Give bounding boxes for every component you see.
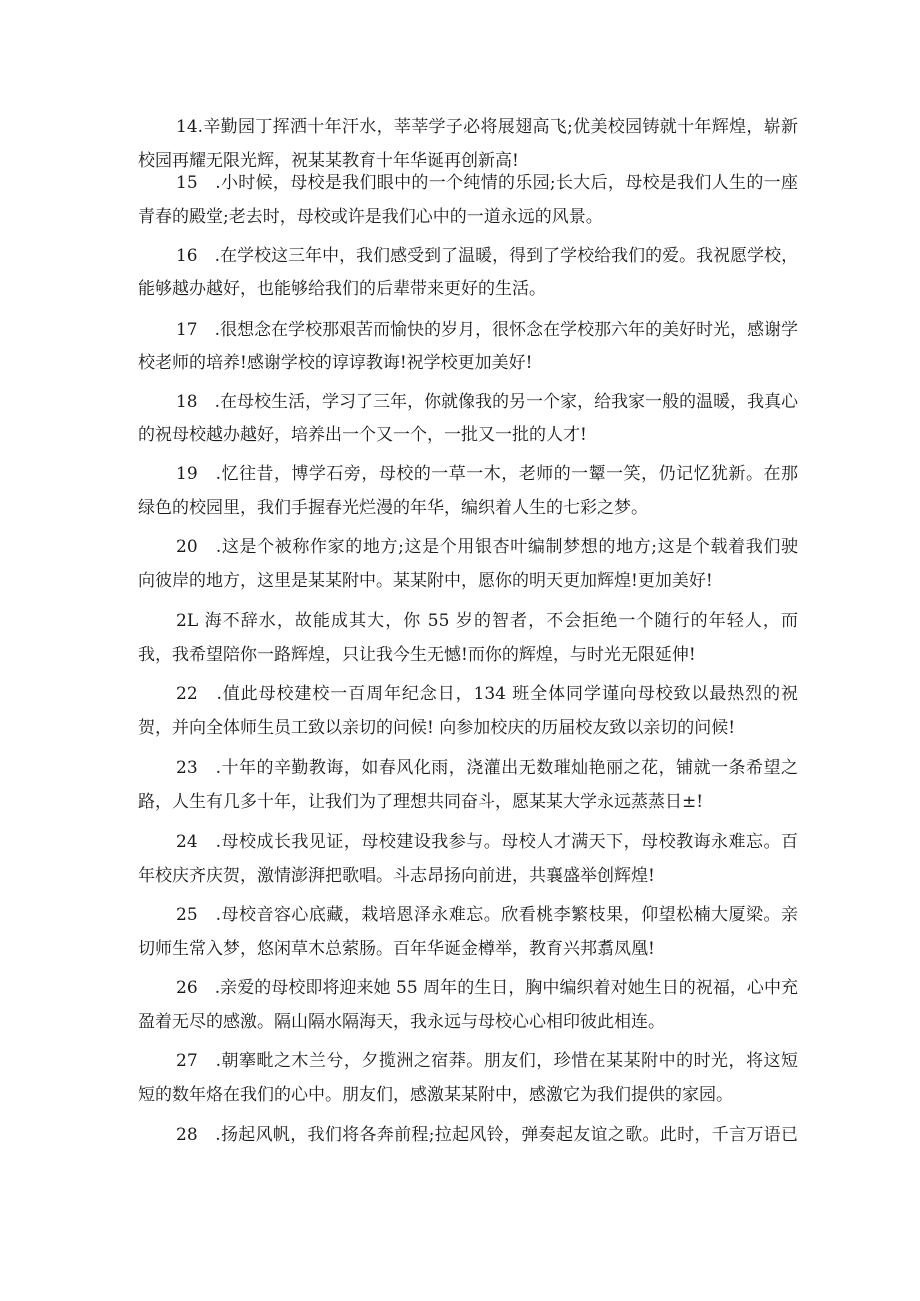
paragraph-line: 27 .朝搴毗之木兰兮，夕揽洲之宿莽。朋友们，珍惜在某某附中的时光，将这短 — [176, 1051, 798, 1071]
paragraph-line: 能够越办越好，也能够给我们的后辈带来更好的生活。 — [138, 279, 546, 299]
paragraph-22 — [138, 677, 798, 745]
paragraph-26 — [138, 971, 798, 1039]
paragraph-15 — [138, 166, 798, 234]
paragraph-28 — [138, 1118, 798, 1152]
paragraph-line: 我，我希望陪你一路辉煌，只让我今生无憾!而你的辉煌，与时光无限延伸! — [138, 645, 696, 665]
paragraph-line: 切师生常入梦，悠闲草木总萦肠。百年华诞金樽举，教育兴邦翥凤凰! — [138, 939, 655, 959]
paragraph-line: 年校庆齐庆贺，激情澎湃把歌唱。斗志昂扬向前进，共襄盛举创辉煌! — [138, 866, 655, 886]
paragraph-25 — [138, 898, 798, 966]
paragraph-line: 14.辛勤园丁挥洒十年汗水，莘莘学子必将展翅高飞;优美校园铸就十年辉煌，崭新 — [176, 117, 798, 137]
paragraph-line: 绿色的校园里，我们手握春光烂漫的年华，编织着人生的七彩之梦。 — [138, 498, 648, 518]
paragraph-line: 23 .十年的辛勤教诲，如春风化雨，浇灌出无数璀灿艳丽之花，铺就一条希望之 — [176, 758, 798, 778]
paragraph-line: 贺，并向全体师生员工致以亲切的问候! 向参加校庆的历届校友致以亲切的问候! — [138, 718, 736, 738]
paragraph-line: 校园再耀无限光辉，祝某某教育十年华诞再创新高! — [138, 151, 519, 171]
paragraph-24 — [138, 825, 798, 893]
paragraph-19 — [138, 457, 798, 525]
paragraph-27 — [138, 1044, 798, 1112]
paragraph-line: 28 .扬起风帆，我们将各奔前程;拉起风铃，弹奏起友谊之歌。此时，千言万语已 — [176, 1125, 798, 1145]
paragraph-line: 19 .忆往昔，博学石旁，母校的一草一木，老师的一颦一笑，仍记忆犹新。在那 — [176, 464, 798, 484]
paragraph-line: 2L 海不辞水，故能成其大，你 55 岁的智者，不会拒绝一个随行的年轻人，而 — [176, 611, 798, 631]
paragraph-18 — [138, 384, 798, 452]
paragraph-line: 路，人生有几多十年，让我们为了理想共同奋斗，愿某某大学永远蒸蒸日±! — [138, 792, 704, 812]
paragraph-line: 向彼岸的地方，这里是某某附中。某某附中，愿你的明天更加辉煌!更加美好! — [138, 571, 713, 591]
paragraph-line: 18 .在母校生活，学习了三年，你就像我的另一个家，给我家一般的温暖，我真心 — [176, 391, 798, 411]
paragraph-line: 16 .在学校这三年中，我们感受到了温暖，得到了学校给我们的爱。我祝愿学校， — [176, 245, 798, 265]
paragraph-16 — [138, 238, 798, 306]
paragraph-line: 25 .母校音容心底藏，栽培恩泽永难忘。欣看桃李繁枝果，仰望松楠大厦梁。亲 — [176, 905, 798, 925]
paragraph-line: 17 .很想念在学校那艰苦而愉快的岁月，很怀念在学校那六年的美好时光，感谢学 — [176, 319, 798, 339]
paragraph-line: 盈着无尽的感激。隔山隔水隔海天，我永远与母校心心相印彼此相连。 — [138, 1012, 665, 1032]
paragraph-line: 26 .亲爱的母校即将迎来她 55 周年的生日，胸中编织着对她生日的祝福，心中充 — [176, 978, 798, 998]
paragraph-line: 24 .母校成长我见证，母校建设我参与。母校人才满天下，母校教诲永难忘。百 — [176, 832, 798, 852]
paragraph-line: 20 .这是个被称作家的地方;这是个用银杏叶编制梦想的地方;这是个载着我们驶 — [176, 537, 798, 557]
paragraph-line: 的祝母校越办越好，培养出一个又一个，一批又一批的人才! — [138, 425, 587, 445]
paragraph-line: 校老师的培养!感谢学校的谆谆教诲!祝学校更加美好! — [138, 353, 533, 373]
paragraph-23 — [138, 751, 798, 819]
paragraph-20 — [138, 530, 798, 598]
paragraph-line: 15 .小时候，母校是我们眼中的一个纯情的乐园;长大后，母校是我们人生的一座 — [176, 173, 798, 193]
paragraph-line: 短的数年烙在我们的心中。朋友们，感激某某附中，感激它为我们提供的家园。 — [138, 1085, 733, 1105]
paragraph-21 — [138, 604, 798, 672]
paragraph-line: 22 .值此母校建校一百周年纪念日，134 班全体同学谨向母校致以最热烈的祝 — [176, 684, 798, 704]
paragraph-line: 青春的殿堂;老去时，母校或许是我们心中的一道永远的风景。 — [138, 207, 603, 227]
paragraph-17 — [138, 312, 798, 380]
